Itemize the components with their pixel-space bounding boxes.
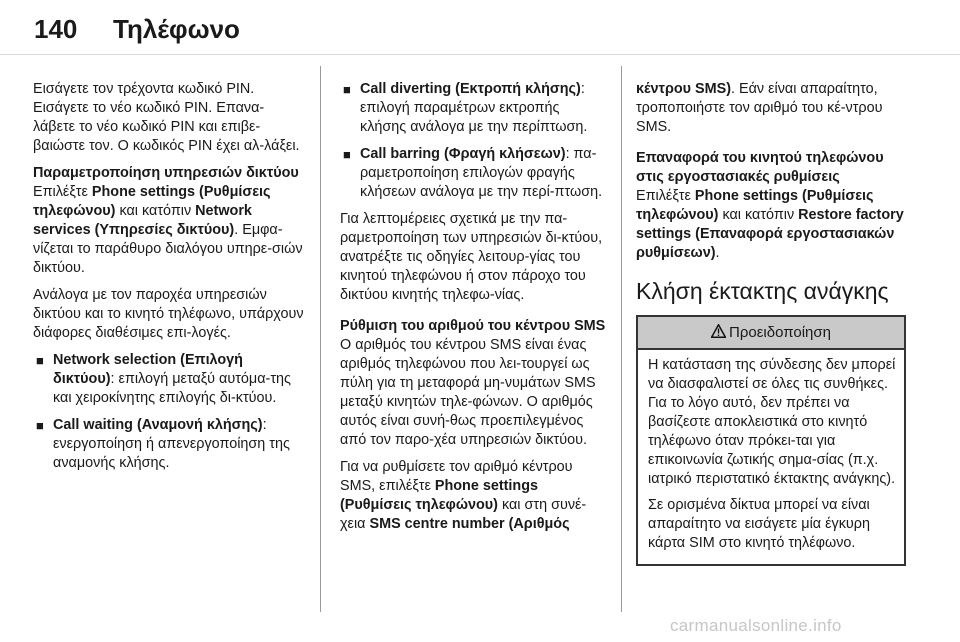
warning-body xyxy=(638,350,904,564)
paragraph: Επιλέξτε Phone settings (Ρυθμίσεις τηλεφώνου) και κατόπιν Restore factory settings (Επαναφορά εργοστασιακών ρυθμίσεων). xyxy=(636,188,904,261)
page-number: 140 xyxy=(34,14,78,44)
bullet-icon: ■ xyxy=(36,353,44,368)
list-item: ■ Network selection (Επιλογή δικτύου): επιλογή μεταξύ αυτόμα-της και χειροκίνητης επιλογής δι-κτύου. xyxy=(36,352,291,406)
subheading: Ρύθμιση του αριθμού του κέντρου SMS xyxy=(340,318,606,334)
column-divider xyxy=(320,66,321,612)
page-title: Τηλέφωνο xyxy=(113,14,240,44)
column-2 xyxy=(340,80,608,542)
warning-title: Προειδοποίηση xyxy=(729,324,831,341)
paragraph: Εισάγετε τον τρέχοντα κωδικό PIN. Εισάγετε το νέο κωδικό PIN. Επανα-λάβετε το νέο κωδικό PIN και επιβε-βαιώστε τον. Ο κωδικός PIN έχει αλ-λάξει. xyxy=(33,81,300,154)
watermark: carmanualsonline.info xyxy=(670,616,842,635)
paragraph: Η κατάσταση της σύνδεσης δεν μπορεί να διασφαλιστεί σε όλες τις συνθήκες. Για το λόγο αυτό, δεν πρέπει να βασίζεστε αποκλειστικά στο κινητό τηλέφωνο όταν πρόκει-ται για επικοινωνία ζωτικής σημα-σίας (π.χ. ιατρικό περιστατικό έκτακτης ανάγκης). xyxy=(648,357,896,487)
paragraph: Ανάλογα με τον παροχέα υπηρεσιών δικτύου και το κινητό τηλέφωνο, υπάρχουν διάφορες διαθέσιμες επι-λογές. xyxy=(33,287,304,341)
warning-header xyxy=(638,317,904,350)
column-3 xyxy=(636,80,906,566)
warning-box xyxy=(636,315,906,566)
list-item: ■ Call waiting (Αναμονή κλήσης): ενεργοποίηση ή απενεργοποίηση της αναμονής κλήσης. xyxy=(36,417,290,471)
paragraph: Για λεπτομέρειες σχετικά με την πα-ραμετροποίηση των υπηρεσιών δι-κτύου, ανατρέξτε τις οδηγίες λειτουρ-γίας του κινητού τηλεφώνου ή στον πάροχο του δικτύου κινητής τηλεφω-νίας. xyxy=(340,211,603,303)
column-divider xyxy=(621,66,622,612)
subheading: Παραμετροποίηση υπηρεσιών δικτύου xyxy=(33,165,299,181)
subheading: Επαναφορά του κινητού τηλεφώνου στις εργοστασιακές ρυθμίσεις xyxy=(636,150,884,185)
paragraph: Σε ορισμένα δίκτυα μπορεί να είναι απαραίτητο να εισάγετε μία έγκυρη κάρτα SIM στο κινητό τηλέφωνο. xyxy=(648,497,870,551)
bullet-icon: ■ xyxy=(36,418,44,433)
bullet-icon: ■ xyxy=(343,82,351,97)
list-item: ■ Call barring (Φραγή κλήσεων): πα-ραμετροποίηση επιλογών φραγής κλήσεων ανάλογα με την περί-πτωση. xyxy=(343,146,603,200)
paragraph: Επιλέξτε Phone settings (Ρυθμίσεις τηλεφώνου) και κατόπιν Network services (Υπηρεσίες δικτύου). Εμφα-νίζεται το παράθυρο διαλόγου υπηρε-σιών δικτύου. xyxy=(33,184,303,276)
list-item: ■ Call diverting (Εκτροπή κλήσης): επιλογή παραμέτρων εκτροπής κλήσης ανάλογα με την περίπτωση. xyxy=(343,81,588,135)
column-1 xyxy=(33,80,305,481)
bullet-icon: ■ xyxy=(343,147,351,162)
paragraph: Ο αριθμός του κέντρου SMS είναι ένας αριθμός τηλεφώνου που λει-τουργεί ως πύλη για τη μεταφορά μη-νυμάτων SMS μεταξύ κινητών τηλε-φώνων. Ο αριθμός αυτός είναι συνή-θως προεπιλεγμένος από τον παρο-χέα υπηρεσιών δικτύου. xyxy=(340,337,596,448)
paragraph: κέντρου SMS). Εάν είναι απαραίτητο, τροποποιήστε τον αριθμό του κέ-ντρου SMS. xyxy=(636,81,883,135)
page-header xyxy=(0,0,960,66)
warning-icon xyxy=(711,324,726,338)
paragraph: Για να ρυθμίσετε τον αριθμό κέντρου SMS, επιλέξτε Phone settings (Ρυθμίσεις τηλεφώνου) και στη συνέ-χεια SMS centre number (Αριθμός xyxy=(340,459,587,532)
section-title: Κλήση έκτακτης ανάγκης xyxy=(636,278,889,304)
header-rule xyxy=(0,54,960,55)
